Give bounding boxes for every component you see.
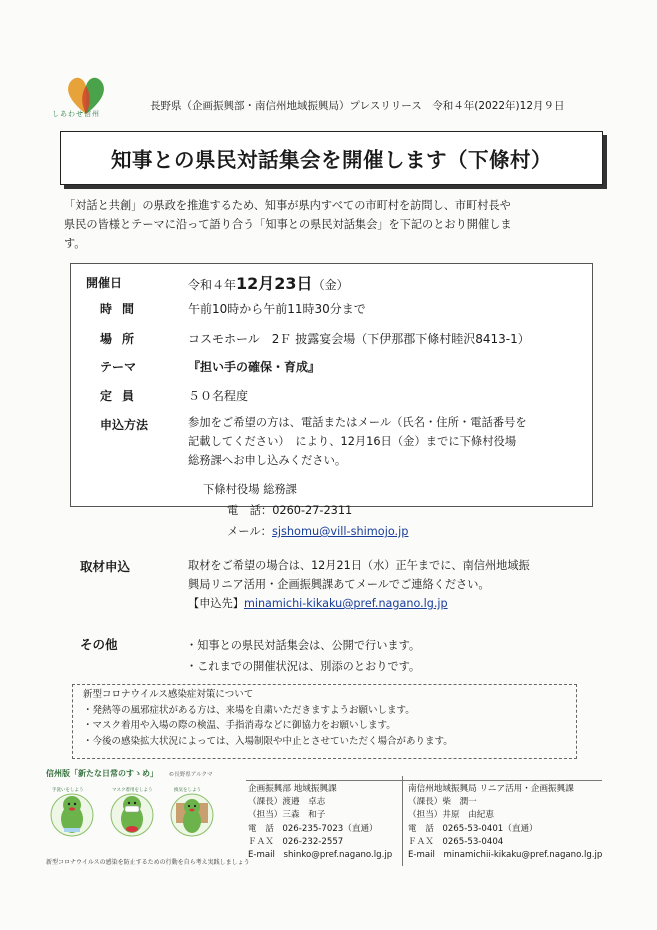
covid-line: ・マスク着用や入場の際の検温、手指消毒などに御協力をお願いします。 [83,720,396,731]
contact-line: E-mail minamichii-kikaku@pref.nagano.lg.jp [408,850,603,861]
campaign-note: 新型コロナウイルスの感染を防止するための行動を自ら考え実践しましょう [46,859,250,866]
contact-line: （担当）三森 和子 [248,810,326,821]
campaign-title [46,768,212,779]
capacity-value: ５０名程度 [188,389,249,403]
mail-label: メール： [227,525,272,538]
date-big: 12月23日 [236,274,313,293]
contact-line: （課長）渡邉 卓志 [248,797,326,808]
contact-line: 電 話 0265-53-0401（直通） [408,823,538,834]
time-label: 時間 [100,302,145,316]
mascot-label: 手洗いをしよう [52,788,84,793]
covid-notice-box [72,684,577,759]
other-label: その他 [80,637,118,652]
mascot-label: マスク着用をしよう [112,788,153,793]
apply-line: 総務課へお申し込みください。 [188,454,347,467]
theme-value: 『担い手の確保・育成』 [188,360,321,374]
press-line: 取材をご希望の場合は、12月21日（水）正午までに、南信州地域振 [188,559,530,572]
contact-line: 電 話 026-235-7023（直通） [248,823,378,834]
contact-line: 南信州地域振興局 リニア活用・企画振興課 [408,784,574,794]
covid-line: ・今後の感染拡大状況によっては、入場制限や中止とさせていただく場合があります。 [83,735,453,747]
contact-line: 企画振興部 地域振興課 [248,784,337,794]
apply-line: 参加をご希望の方は、電話またはメール（氏名・住所・電話番号を [188,416,527,429]
apply-label: 申込方法 [100,418,149,432]
place-label: 場所 [100,332,145,346]
press-line: 興局リニア活用・企画振興課あてメールでご連絡ください。 [188,578,490,591]
apply-text [188,413,598,470]
mail-row [227,523,408,539]
capacity-label: 定員 [100,389,145,403]
place-value: コスモホール 2Ｆ 披露宴会場（下伊那郡下條村睦沢8413-1） [188,332,530,346]
mascot-handwash-icon [50,785,94,845]
press-mail-label: 【申込先】 [188,597,244,610]
intro-line: す。 [64,237,86,250]
tel-row [227,502,352,518]
contact-line: E-mail shinko@pref.nagano.lg.jp [248,850,393,861]
date-value [188,271,349,294]
contact-block-regional [408,783,602,862]
title-box [60,131,603,185]
contact-line: （担当）井原 由紀恵 [408,810,494,821]
date-label: 開催日 [86,276,123,290]
mascot-label: 換気をしよう [174,788,201,793]
tel-label: 電 話： [227,504,273,517]
apply-line: 記載してください） により、12月16日（金）までに下條村役場 [188,435,517,448]
other-line: ・これまでの開催状況は、別添のとおりです。 [186,660,421,673]
press-mail-link[interactable]: minamichi-kikaku@pref.nagano.lg.jp [243,597,448,610]
press-text [188,556,598,613]
contact-line: （課長）柴 潤一 [408,797,477,808]
copyright: ©長野県アルクマ [168,772,213,778]
page-title: 知事との県民対話集会を開催します（下條村） [111,148,552,172]
contact-divider [402,776,403,866]
time-value: 午前10時から午前11時30分まで [188,302,366,316]
contact-line: ＦＡＸ 026-232-2557 [248,836,344,847]
covid-line: 新型コロナウイルス感染症対策について [83,689,254,700]
contact-top-rule [246,780,602,781]
press-mail-row [188,594,598,613]
other-line: ・知事との県民対話集会は、公開で行います。 [186,639,421,652]
covid-line: ・発熱等の風邪症状がある方は、来場を自粛いただきますようお願いします。 [83,704,415,716]
intro-line: 県民の皆様とテーマに沿って語り合う「知事との県民対話集会」を下記のとおり開催しま [64,218,512,231]
contact-block-headquarters [248,783,392,862]
mascot-mask-icon [110,785,154,845]
mascot-ventilation-icon [170,785,214,845]
contact-line: ＦＡＸ 0265-53-0404 [408,836,504,847]
press-label: 取材申込 [80,559,131,574]
other-text [186,635,420,677]
mail-link[interactable]: sjshomu@vill-shimojo.jp [271,525,409,538]
tel-value: 0260-27-2311 [272,504,353,517]
press-release-header: 長野県（企画振興部・南信州地域振興局）プレスリリース 令和４年(2022年)12月９日 [150,100,565,112]
date-suffix: （金） [312,278,349,292]
intro-paragraph [64,196,604,253]
logo-text: しあわせ信州 [52,110,100,118]
theme-label: テーマ [100,360,137,374]
campaign-title-text: 信州版「新たな日常のすゝめ」 [46,769,158,778]
intro-line: 「対話と共創」の県政を推進するため、知事が県内すべての市町村を訪問し、市町村長や [64,199,511,212]
date-prefix: 令和４年 [188,278,237,292]
office-name: 下條村役場 総務課 [203,483,297,496]
